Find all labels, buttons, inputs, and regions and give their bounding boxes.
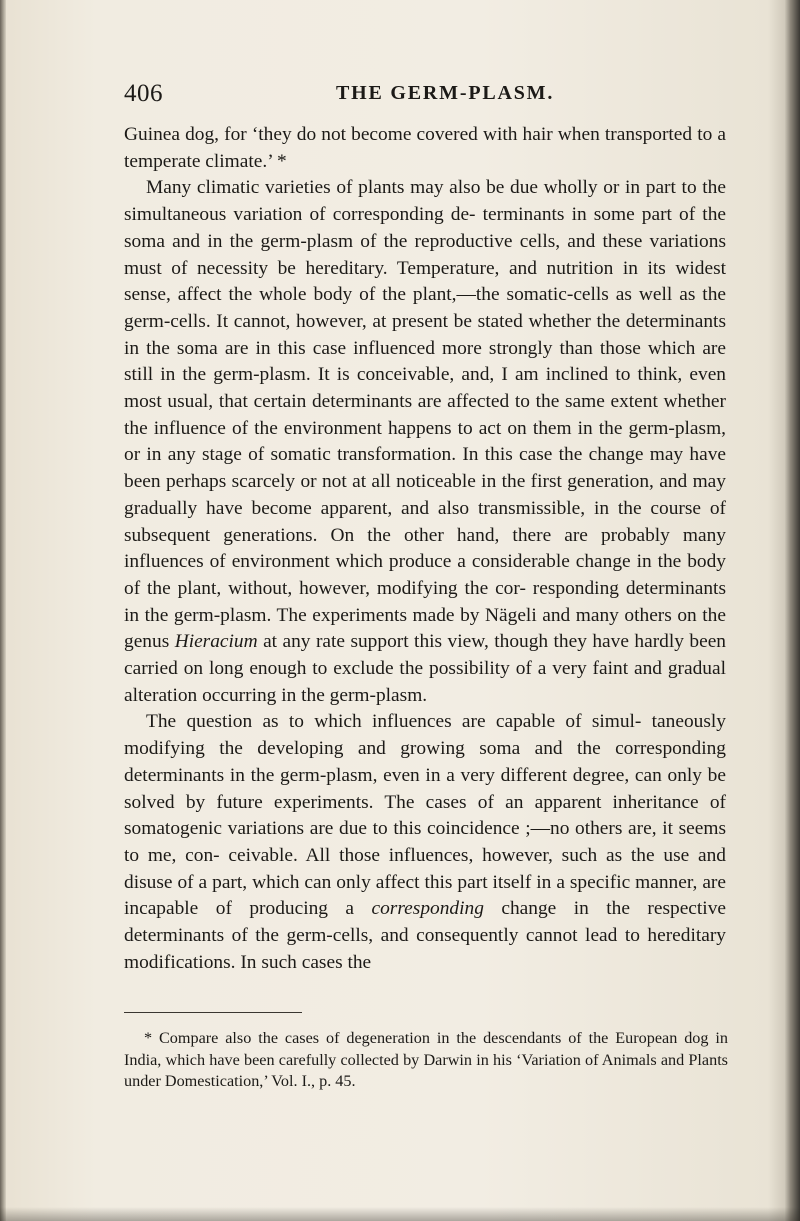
page-gutter-edge xyxy=(0,0,6,1221)
page-header xyxy=(124,80,724,110)
paragraph-1 xyxy=(124,122,726,175)
paragraph-3 xyxy=(124,709,726,976)
page-binding-edge xyxy=(784,0,800,1221)
paragraph-2-text-a: Many climatic varieties of plants may also be due wholly or in part to the simultaneous variation of corresponding de- terminants in some part of the soma and in the germ-plasm of the reproductive cells, and these variations must of necessity be hereditary. Temperature, and nutrition in its widest sense, affect the whole body of the plant,—the somatic-cells as well as the germ-cells. It cannot, however, at present be stated whether the determinants in the soma are in this case influenced more strongly than those which are still in the germ-plasm. It is conceivable, and, I am inclined to think, even most usual, that certain determinants are affected to the same extent whether the influence of the environment happens to act on them in the germ-plasm, or in any stage of somatic transformation. In this case the change may have been perhaps scarcely or not at all noticeable in the first generation, and may gradually have become apparent, and also transmissible, in the course of subsequent generations. On the other hand, there are probably many influences of environment which produce a considerable change in the body of the plant, without, however, modifying the cor- responding determinants in the germ-plasm. The experiments made by Nägeli and many others on the genus xyxy=(124,177,726,653)
paragraph-3-text-b: change in the respective determinants of the germ-cells, and consequently cannot lead to hereditary modifications. In such cases the xyxy=(124,898,726,973)
page-bottom-shadow xyxy=(0,1207,800,1221)
footnote xyxy=(124,1028,728,1093)
paragraph-1-text: Guinea dog, for ‘they do not become covered with hair when transported to a temperate climate.’ * xyxy=(124,124,726,172)
body-text xyxy=(124,122,726,977)
paragraph-3-text-a: The question as to which influences are capable of simul- taneously modifying the developing and growing soma and the corresponding determinants in the germ-plasm, even in a very different degree, can only be solved by future experiments. The cases of an apparent inheritance of somatogenic variations are due to this coincidence ;—no others are, it seems to me, con- ceivable. All those influences, however, such as the use and disuse of a part, which can only affect this part itself in a specific manner, are incapable of producing a xyxy=(124,711,726,920)
page-number: 406 xyxy=(124,80,163,107)
paragraph-2 xyxy=(124,175,726,709)
running-title: THE GERM-PLASM. xyxy=(336,82,555,104)
footnote-text: * Compare also the cases of degeneration in the descendants of the European dog in India, which have been carefully collected by Darwin in his ‘Variation of Animals and Plants under Domestication,’ Vol. I., p. 45. xyxy=(124,1029,728,1090)
genus-name-italic: Hieracium xyxy=(174,631,258,653)
footnote-rule xyxy=(124,1012,302,1013)
paragraph-2-text-b: at any rate support this view, though they have hardly been carried on long enough to exclude the possibility of a very faint and gradual alteration occurring in the germ-plasm. xyxy=(124,631,726,706)
emphasis-italic: corresponding xyxy=(371,898,484,920)
